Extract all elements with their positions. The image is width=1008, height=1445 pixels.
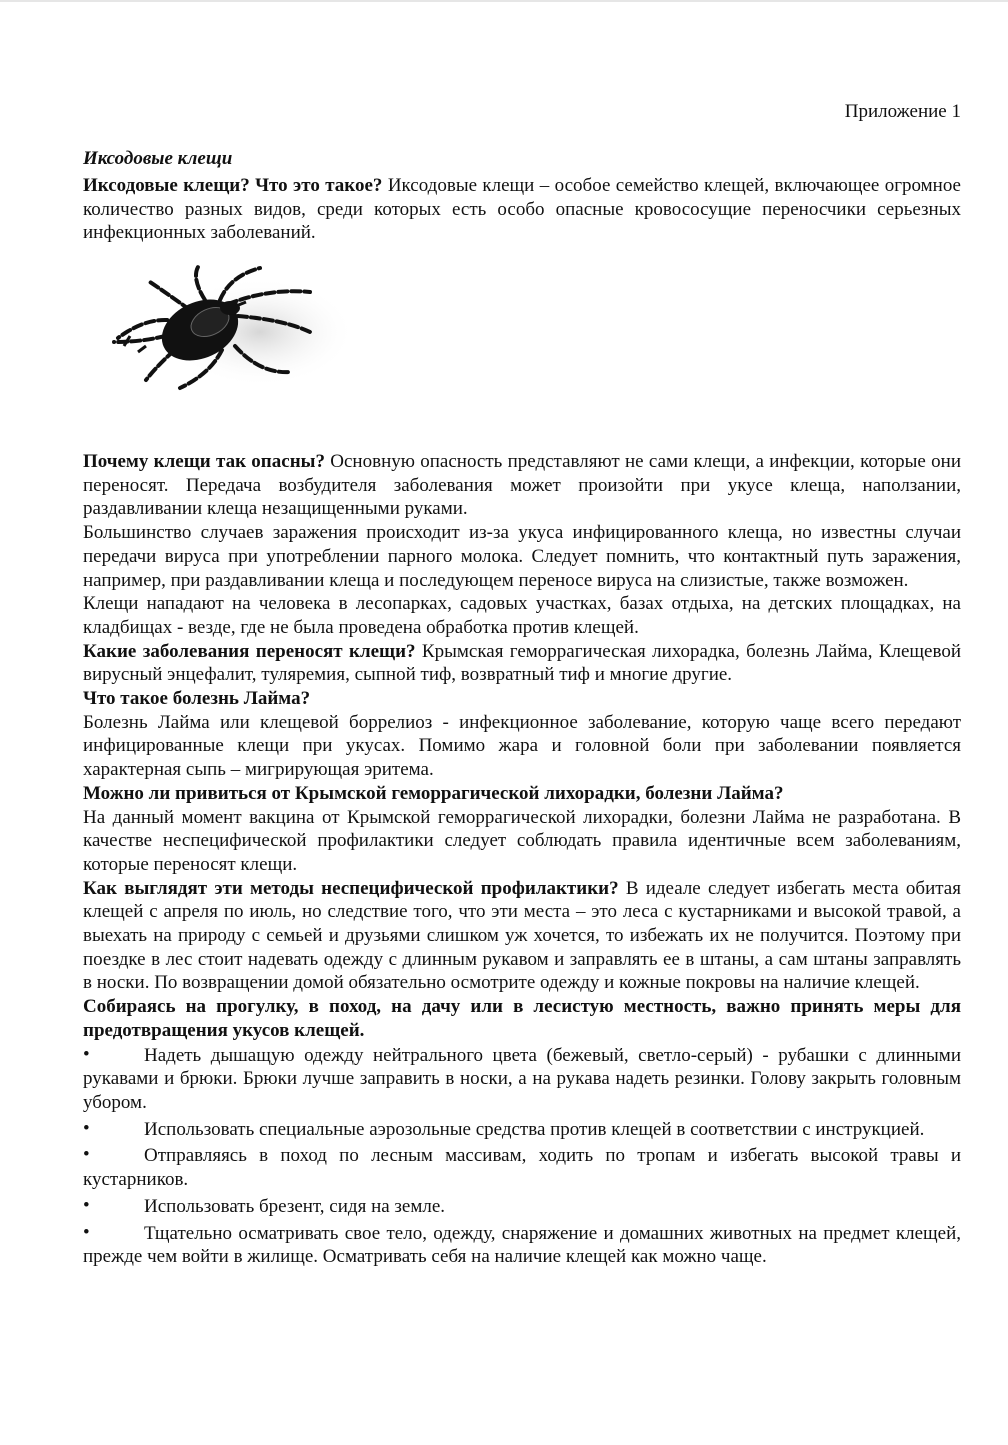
- list-item: • Использовать брезент, сидя на земле.: [83, 1194, 446, 1217]
- vaccine-text: На данный момент вакцина от Крымской геморрагической лихорадки, болезни Лайма не разработана. В качестве неспецифической профилактики следует соблюдать правила идентичные всем заболеваниям, которые переносят клещи.: [83, 806, 961, 875]
- danger-paragraph-3: Клещи нападают на человека в лесопарках, садовых участках, базах отдыха, на детских площадках, на кладбищах - везде, где не была проведена обработка против клещей.: [83, 593, 961, 638]
- danger-text: Основную опасность представляют не сами клещи, а инфекции, которые они переносят. Передача возбудителя заболевания может произойти при укусе клеща, наползании, раздавливании клеща незащищенными руками.: [83, 451, 961, 520]
- methods-text: В идеале следует избегать места обитая клещей с апреля по июль, но следствие того, что эти места – это леса с кустарниками и высокой травой, а выехать на природу с семьей и друзьями слишком уж хочется, то избежать их не получится. Поэтому при поездке в лес стоит надевать одежду с длинным рукавом и заправлять ее в штаны, а сам штаны заправлять в носки. По возвращении домой обязательно осмотрите одежду и кожные покровы на наличие клещей.: [83, 877, 961, 994]
- diseases-text: Крымская геморрагическая лихорадка, болезнь Лайма, Клещевой вирусный энцефалит, туляремия, сыпной тиф, возвратный тиф и многие другие.: [83, 640, 961, 686]
- top-border: [0, 0, 1008, 2]
- list-item: • Использовать специальные аэрозольные средства против клещей в соответствии с инструкцией.: [83, 1117, 925, 1140]
- list-item: • Надеть дышащую одежду нейтрального цвета (бежевый, светло-серый) - рубашки с длинными рукавами и брюки. Брюки лучше заправить в носки, а на рукава надеть резинки. Голову закрыть головным убором.: [83, 1043, 961, 1113]
- bullet-icon: •: [83, 1221, 90, 1243]
- vaccine-heading: Можно ли привиться от Крымской геморрагической лихорадки, болезни Лайма?: [83, 782, 784, 804]
- bullet-icon: •: [83, 1043, 90, 1065]
- lyme-text: Болезнь Лайма или клещевой боррелиоз - инфекционное заболевание, которую чаще всего передают инфицированные клещи при укусах. Помимо жара и головной боли при заболевании появляется характерная сыпь – мигрирующая эритема.: [83, 711, 961, 781]
- danger-question: Почему клещи так опасны?: [83, 451, 325, 472]
- diseases-question: Какие заболевания переносят клещи?: [83, 640, 416, 662]
- document-title: Иксодовые клещи: [83, 148, 233, 169]
- methods-question: Как выглядят эти методы неспецифической профилактики?: [83, 877, 619, 899]
- bullet-icon: •: [83, 1117, 90, 1139]
- tick-illustration: [110, 262, 360, 392]
- bullet-icon: •: [83, 1194, 90, 1216]
- measures-heading: Собираясь на прогулку, в поход, на дачу или в лесистую местность, важно принять меры для предотвращения укусов клещей.: [83, 996, 961, 1041]
- appendix-label: Приложение 1: [844, 101, 961, 122]
- intro-paragraph: [83, 174, 961, 245]
- intro-question: Иксодовые клещи? Что это такое?: [83, 175, 383, 196]
- danger-paragraph-2: Большинство случаев заражения происходит из-за укуса инфицированного клеща, но известны случаи передачи вируса при употреблении парного молока. Следует помнить, что контактный путь заражения, например, при раздавливании клеща и последующем переносе вируса на слизистые, также возможен.: [83, 522, 961, 591]
- list-item: • Тщательно осматривать свое тело, одежду, снаряжение и домашних животных на предмет клещей, прежде чем войти в жилище. Осматривать себя на наличие клещей как можно чаще.: [83, 1221, 961, 1268]
- main-text: [83, 450, 961, 1269]
- list-item: • Отправляясь в поход по лесным массивам, ходить по тропам и избегать высокой травы и кустарников.: [83, 1144, 961, 1191]
- intro-text: Иксодовые клещи – особое семейство клещей, включающее огромное количество разных видов, среди которых есть особо опасные кровососущие переносчики серьезных инфекционных заболеваний.: [83, 175, 961, 244]
- methods-paragraph: [83, 877, 961, 996]
- bullet-icon: •: [83, 1144, 90, 1166]
- diseases-paragraph: [83, 640, 961, 687]
- danger-paragraph: [83, 450, 961, 521]
- lyme-heading: Что такое болезнь Лайма?: [83, 688, 311, 710]
